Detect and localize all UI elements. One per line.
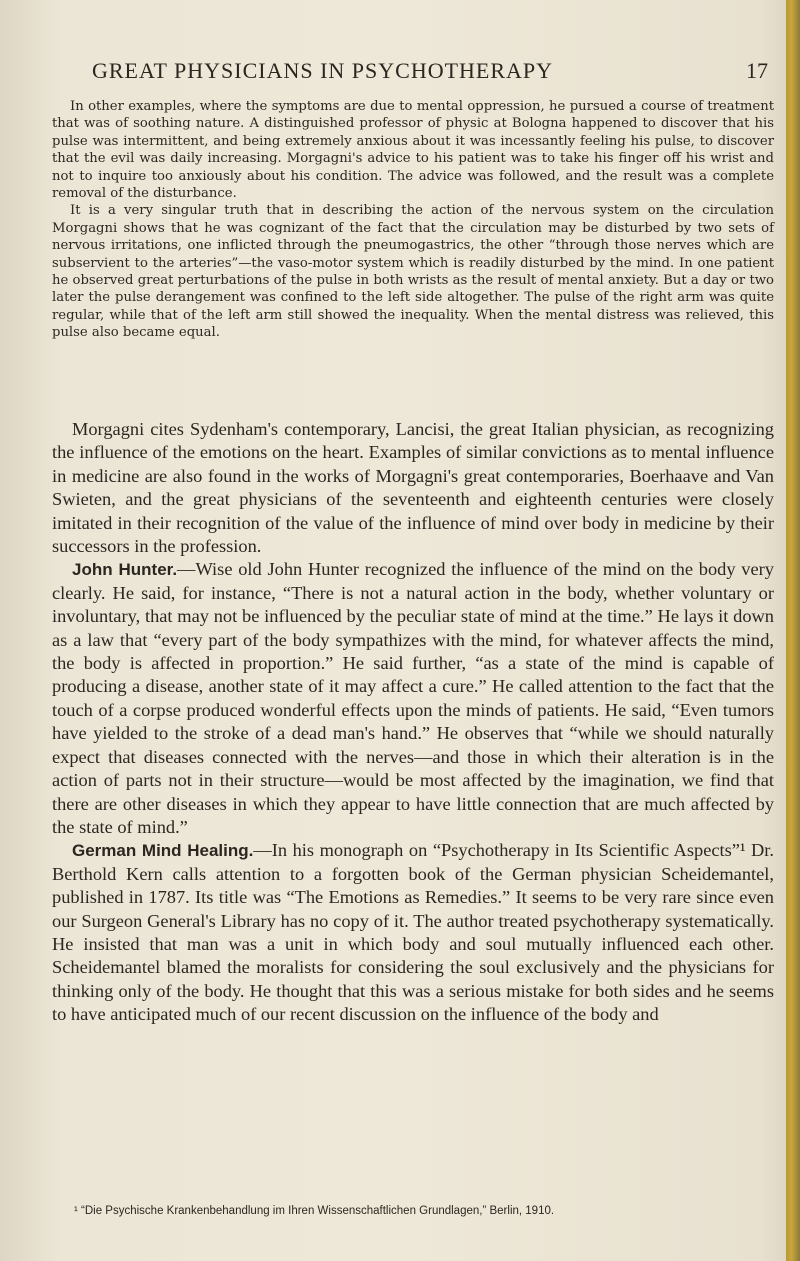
paragraph-morgagni: Morgagni cites Sydenham's contemporary, Lancisi, the great Italian physician, as recognizing the influence of the emotions on the heart. Examples of similar convictions as to mental influence in medicine are also found in the works of Morgagni's great contemporaries, Boerhaave and Van Swieten, and the great physicians of the seventeenth and eighteenth centuries were closely imitated in their recognition of the value of the influence of mind over body in medicine by their successors in the profession. (52, 419, 774, 557)
page-number: 17 (746, 58, 768, 83)
paragraph-text: —In his monograph on “Psychotherapy in Its Scientific Aspects”¹ Dr. Berthold Kern calls attention to a forgotten book of the German physician Scheidemantel, published in 1787. Its title was “The Emotions as Remedies.” It seems to be very rare since even our Surgeon General's Library has no copy of it. The author treated psychotherapy systematically. He insisted that man was a unit in which body and soul mutually influenced each other. Scheidemantel blamed the moralists for considering the soul exclusively and the physicians for thinking only of the body. He thought that this was a serious mistake for both sides and he seems to have anticipated much of our recent discussion on the influence of the body and (52, 840, 774, 1025)
small-paragraph: In other examples, where the symptoms are due to mental oppression, he pursued a course of treatment that was of soothing nature. A distinguished professor of physic at Bologna happened to discover that his pulse was intermittent, and being extremely anxious about it was incessantly feeling his pulse, to discover that the evil was daily increasing. Morgagni's advice to his patient was to take his finger off his wrist and not to inquire too anxiously about his condition. The advice was followed, and the result was a complete removal of the disturbance. (52, 99, 774, 202)
page-edge (786, 0, 800, 1261)
running-header (0, 58, 800, 88)
main-text (52, 418, 774, 1027)
small-print-section (52, 98, 774, 342)
paragraph-german-mind-healing (52, 839, 774, 1026)
footnote-text: ¹ “Die Psychische Krankenbehandlung im Ihren Wissenschaftlichen Grundlagen,” Berlin, 1910. (74, 1205, 555, 1217)
section-heading: German Mind Healing. (72, 841, 254, 861)
footnote (52, 1204, 774, 1218)
section-heading: John Hunter. (72, 560, 178, 580)
running-title: GREAT PHYSICIANS IN PSYCHOTHERAPY (92, 58, 554, 83)
paragraph-text: —Wise old John Hunter recognized the influence of the mind on the body very clearly. He said, for instance, “There is not a natural action in the body, whether voluntary or involuntary, that may not be influenced by the peculiar state of mind at the time.” He lays it down as a law that “every part of the body sympathizes with the mind, for whatever affects the mind, the body is affected in proportion.” He said further, “as a state of the mind is capable of producing a disease, another state of it may affect a cure.” He called attention to the fact that the touch of a corpse produced wonderful effects upon the minds of patients. He said, “Even tumors have yielded to the stroke of a dead man's hand.” He observes that “while we should naturally expect that diseases connected with the nerves—and those in which their alteration is in the action of parts not in their structure—would be most affected by the imagination, we find that there are other diseases in which they appear to have little connection that are much affected by the state of mind.” (52, 559, 774, 837)
small-paragraph: It is a very singular truth that in describing the action of the nervous system on the circulation Morgagni shows that he was cognizant of the fact that the circulation may be disturbed by two sets of nervous irritations, one inflicted through the pneumogastrics, the other “through those nerves which are subservient to the arteries”—the vaso-motor system which is readily disturbed by the mind. In one patient he observed great perturbations of the pulse in both wrists as the result of mental anxiety. But a day or two later the pulse derangement was confined to the left side altogether. The pulse of the right arm was quite regular, while that of the left arm still showed the inequality. When the mental distress was relieved, this pulse also became equal. (52, 203, 774, 341)
paragraph-john-hunter (52, 558, 774, 839)
